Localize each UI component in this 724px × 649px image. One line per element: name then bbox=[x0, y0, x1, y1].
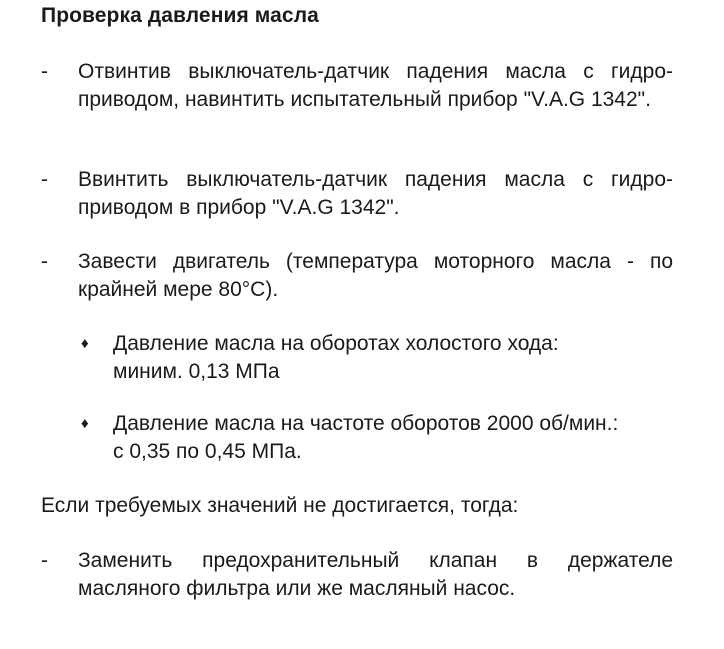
remedy-item bbox=[41, 547, 673, 603]
spec-item-1 bbox=[81, 330, 681, 386]
spec-item-2 bbox=[81, 410, 681, 466]
diamond-bullet-icon: ♦ bbox=[81, 415, 89, 432]
step-item-2 bbox=[41, 166, 673, 222]
step-text: Завести двигатель (температура моторного масла - по крайней мере 80°C). bbox=[78, 250, 673, 301]
step-item-3 bbox=[41, 248, 673, 304]
step-text: Ввинтить выключатель-датчик падения масла с гидро-приводом в прибор "V.A.G 1342". bbox=[78, 168, 673, 219]
step-dash-marker: - bbox=[41, 60, 48, 83]
step-dash-marker: - bbox=[41, 549, 48, 572]
spec-line: Давление масла на оборотах холостого хода: bbox=[113, 332, 559, 355]
remedy-text: Заменить предохранительный клапан в держателе масляного фильтра или же масляный насос. bbox=[78, 549, 673, 600]
step-item-1 bbox=[41, 58, 673, 114]
section-title: Проверка давления масла bbox=[41, 4, 319, 27]
step-text: Отвинтив выключатель-датчик падения масла с гидро-приводом, навинтить испытательный прибор "V.A.G 1342". bbox=[78, 60, 673, 111]
spec-value: миним. 0,13 МПа bbox=[113, 360, 280, 383]
spec-value: с 0,35 по 0,45 МПа. bbox=[113, 440, 302, 463]
diamond-bullet-icon: ♦ bbox=[81, 335, 89, 352]
step-dash-marker: - bbox=[41, 168, 48, 191]
spec-line: Давление масла на частоте оборотов 2000 об/мин.: bbox=[113, 412, 619, 435]
step-dash-marker: - bbox=[41, 250, 48, 273]
condition-text: Если требуемых значений не достигается, тогда: bbox=[41, 494, 519, 517]
